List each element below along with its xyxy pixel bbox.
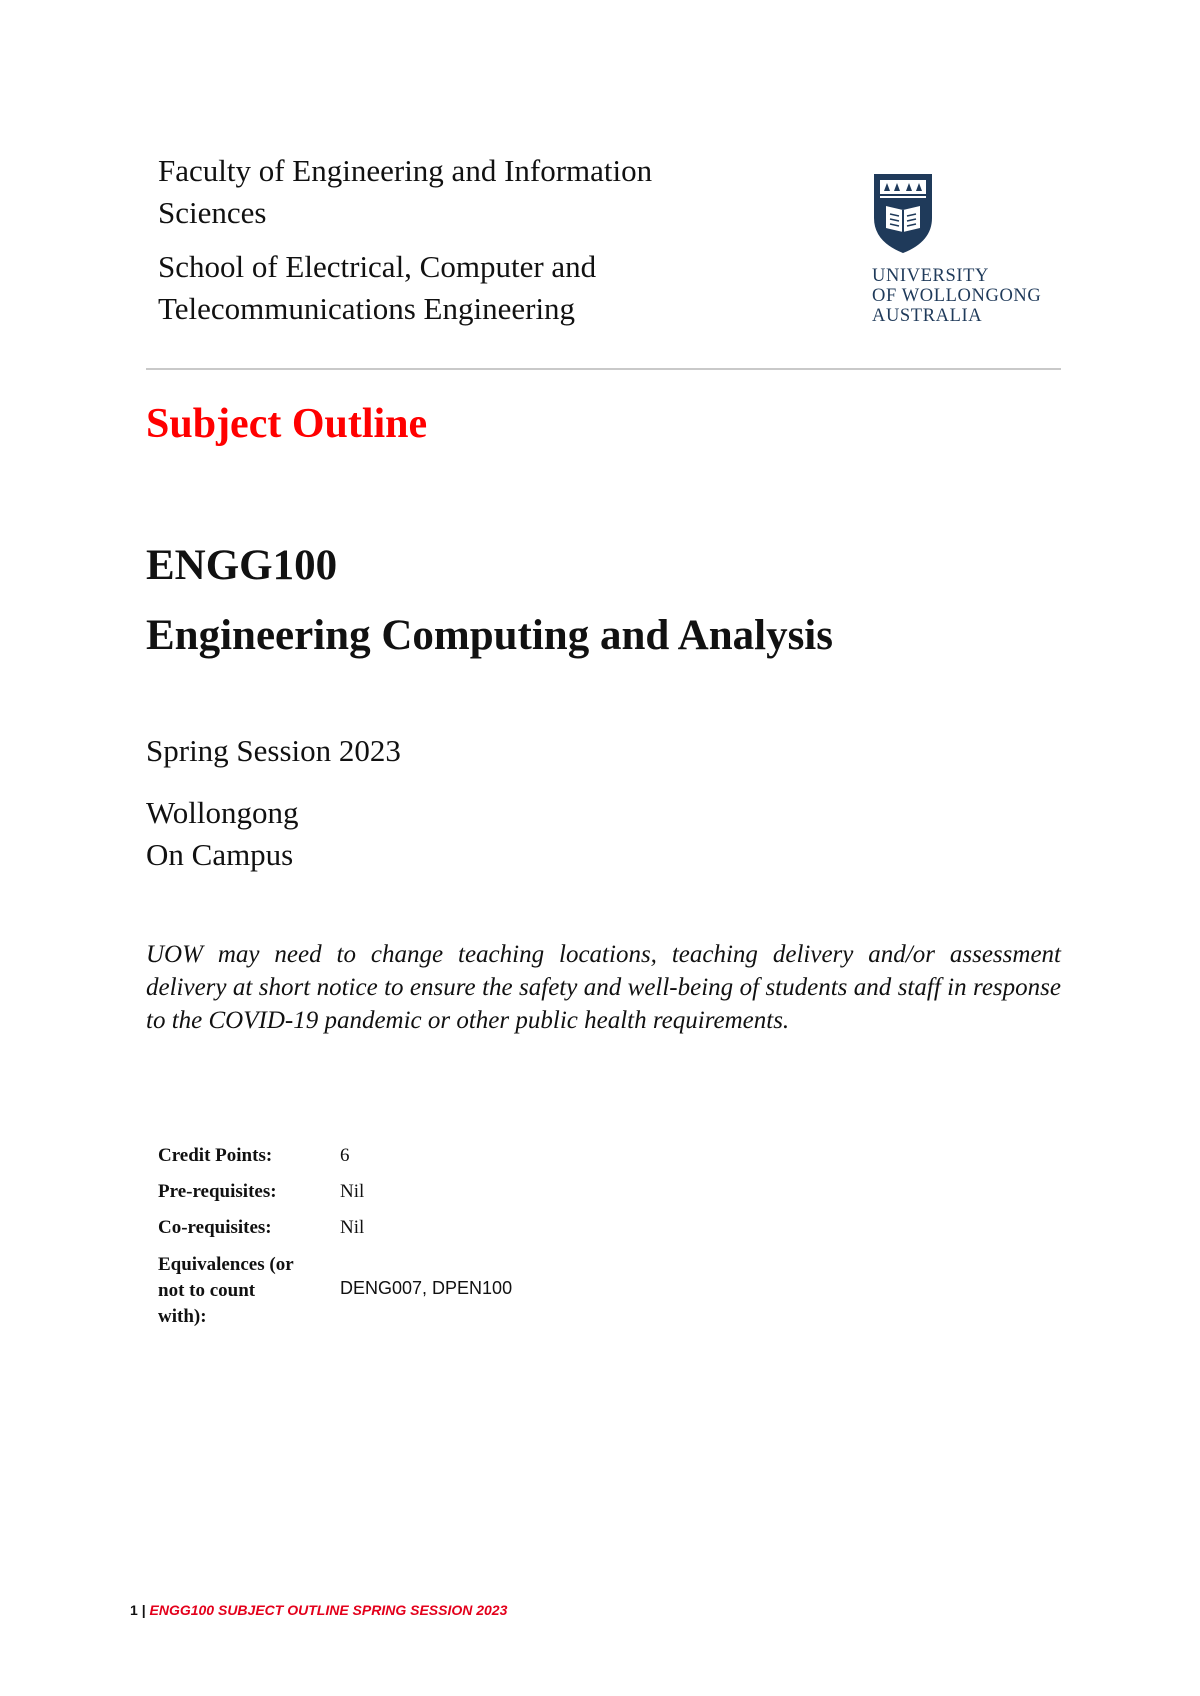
detail-row-equivalences	[158, 1246, 512, 1330]
university-crest-icon	[872, 172, 934, 254]
subject-code: ENGG100	[146, 542, 338, 589]
school-name-line1: School of Electrical, Computer and	[158, 249, 597, 284]
detail-row-corequisites	[158, 1210, 512, 1246]
school-name-line2: Telecommunications Engineering	[158, 291, 576, 326]
faculty-name	[158, 150, 778, 234]
wordmark-line2: OF WOLLONGONG	[872, 286, 1042, 306]
corequisites-label: Co-requisites:	[158, 1217, 272, 1238]
prerequisites-label: Pre-requisites:	[158, 1181, 277, 1202]
subject-details-table	[158, 1138, 512, 1330]
credit-points-label: Credit Points:	[158, 1145, 273, 1166]
footer-separator: |	[141, 1602, 146, 1618]
university-logo	[872, 172, 1062, 326]
footer-title: ENGG100 SUBJECT OUTLINE SPRING SESSION 2023	[149, 1602, 508, 1618]
session-name: Spring Session 2023	[146, 733, 401, 768]
credit-points-value: 6	[340, 1145, 350, 1166]
equivalences-value: DENG007, DPEN100	[340, 1277, 513, 1298]
page-number: 1	[130, 1602, 138, 1618]
header-divider	[146, 368, 1061, 370]
equivalences-label-line2: not to count	[158, 1280, 256, 1301]
faculty-header	[158, 150, 778, 330]
corequisites-value: Nil	[340, 1217, 365, 1238]
university-wordmark	[872, 266, 1062, 326]
equivalences-label-line1: Equivalences (or	[158, 1254, 294, 1275]
document-title: Subject Outline	[146, 401, 428, 447]
covid-notice: UOW may need to change teaching locations, teaching delivery and/or assessment delivery at short notice to ensure the safety and well-being of students and staff in response to the COVID-19 pandemic or other public health requirements.	[146, 941, 1061, 1034]
wordmark-line1: UNIVERSITY	[872, 266, 989, 286]
faculty-name-line2: Sciences	[158, 195, 267, 230]
wordmark-line3: AUSTRALIA	[872, 306, 983, 326]
school-name	[158, 246, 778, 330]
faculty-name-line1: Faculty of Engineering and Information	[158, 153, 653, 188]
delivery-mode: On Campus	[146, 837, 294, 872]
delivery-location	[146, 792, 299, 876]
detail-row-credit-points	[158, 1138, 512, 1174]
equivalences-label-line3: with):	[158, 1306, 207, 1327]
page-footer	[130, 1602, 507, 1618]
subject-name: Engineering Computing and Analysis	[146, 612, 833, 659]
campus: Wollongong	[146, 795, 299, 830]
detail-row-prerequisites	[158, 1174, 512, 1210]
prerequisites-value: Nil	[340, 1181, 365, 1202]
equivalences-label	[158, 1246, 340, 1330]
